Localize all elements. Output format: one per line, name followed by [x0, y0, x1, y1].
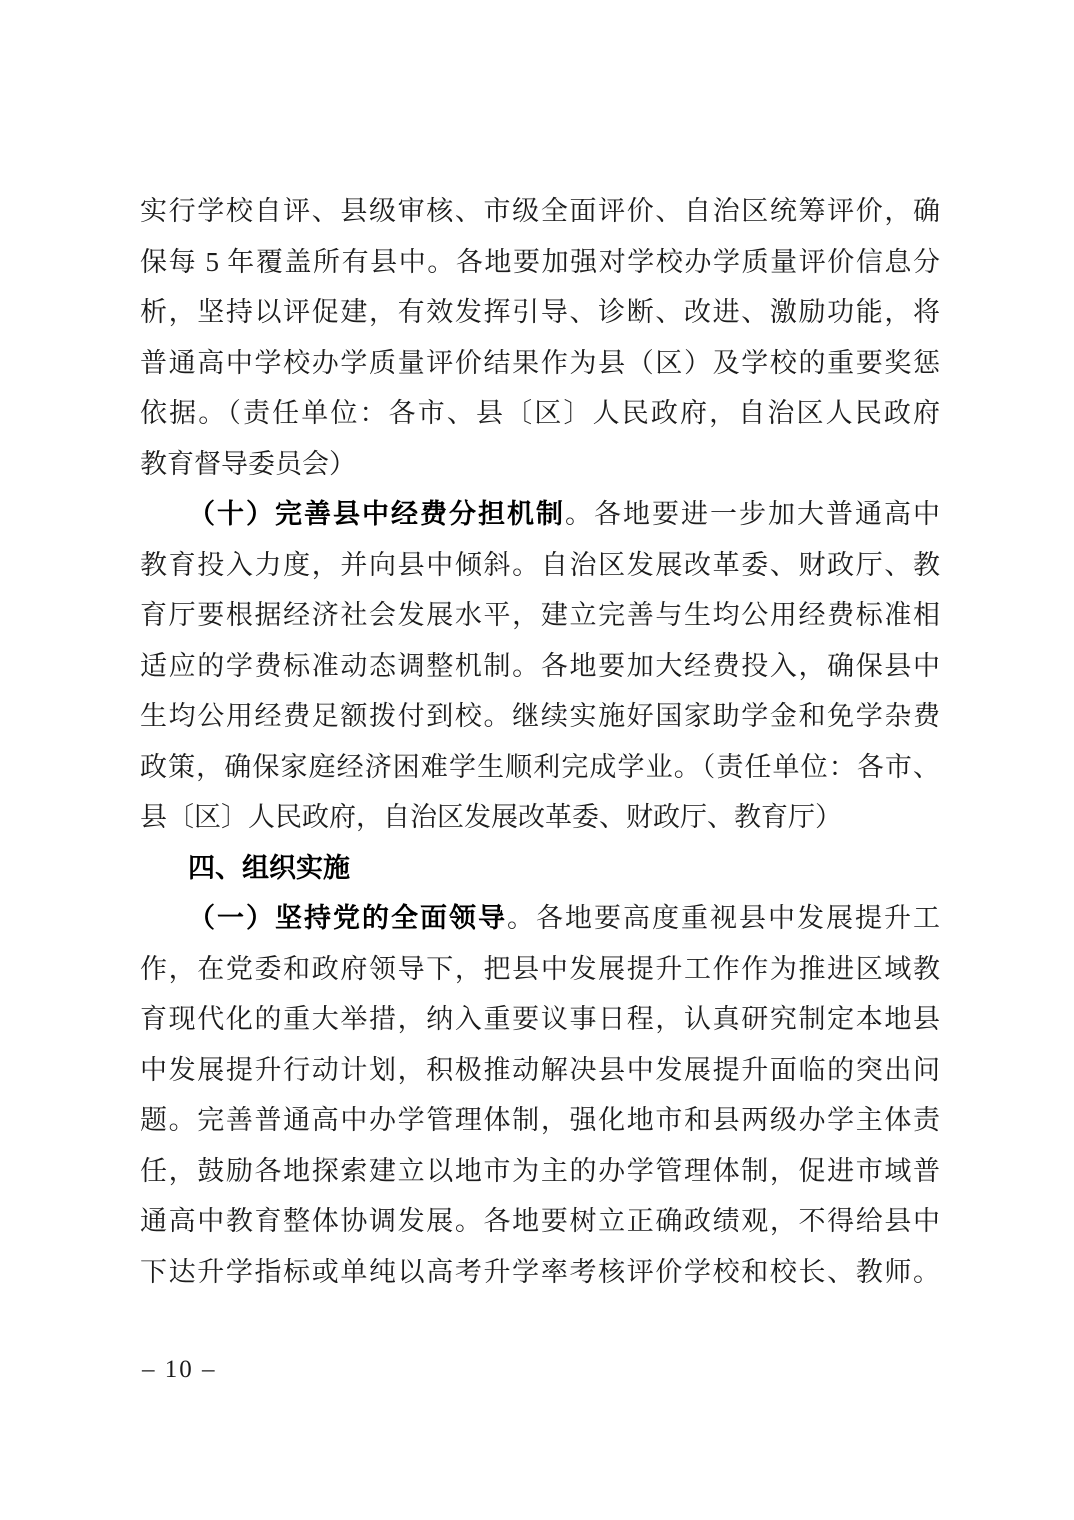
body-line-paragraph-end: 县〔区〕人民政府，自治区发展改革委、财政厅、教育厅） [140, 802, 842, 832]
body-line-paragraph-end: 教育督导委员会） [140, 448, 356, 479]
body-line: 育厅要根据经济社会发展水平，建立完善与生均公用经费标准相 [140, 600, 940, 630]
body-line: 教育投入力度，并向县中倾斜。自治区发展改革委、财政厅、教 [140, 549, 940, 580]
body-line: 下达升学指标或单纯以高考升学率考核评价学校和校长、教师。 [140, 1256, 940, 1287]
body-line: 题。完善普通高中办学管理体制，强化地市和县两级办学主体责 [140, 1105, 940, 1135]
body-line: 任，鼓励各地探索建立以地市为主的办学管理体制，促进市域普 [140, 1155, 940, 1186]
clause-heading-item-1: （一）坚持党的全面领导 [188, 903, 507, 933]
body-line: 通高中教育整体协调发展。各地要树立正确政绩观，不得给县中 [140, 1206, 940, 1236]
clause-lead-line [140, 489, 940, 540]
clause-lead-line [140, 893, 940, 944]
clause-lead-text: 。各地要进一步加大普通高中 [565, 499, 940, 529]
body-line: 保每 5 年覆盖所有县中。各地要加强对学校办学质量评价信息分 [140, 246, 940, 277]
body-line: 育现代化的重大举措，纳入重要议事日程，认真研究制定本地县 [140, 1004, 940, 1034]
body-line: 实行学校自评、县级审核、市级全面评价、自治区统筹评价，确 [140, 196, 940, 226]
page-number: – 10 – [142, 1356, 217, 1383]
document-body [140, 186, 940, 1297]
body-line: 作，在党委和政府领导下，把县中发展提升工作作为推进区域教 [140, 953, 940, 984]
body-line: 析，坚持以评促建，有效发挥引导、诊断、改进、激励功能，将 [140, 297, 940, 327]
clause-heading-item-10: （十）完善县中经费分担机制 [188, 499, 565, 529]
body-line: 适应的学费标准动态调整机制。各地要加大经费投入，确保县中 [140, 650, 940, 681]
body-line: 中发展提升行动计划，积极推动解决县中发展提升面临的突出问 [140, 1054, 940, 1085]
section-heading-4: 四、组织实施 [188, 852, 350, 883]
body-line: 政策，确保家庭经济困难学生顺利完成学业。（责任单位：各市、 [140, 751, 940, 782]
body-line: 生均公用经费足额拨付到校。继续实施好国家助学金和免学杂费 [140, 701, 940, 731]
body-line: 依据。（责任单位：各市、县〔区〕人民政府，自治区人民政府 [140, 398, 940, 428]
body-line: 普通高中学校办学质量评价结果作为县（区）及学校的重要奖惩 [140, 347, 940, 378]
clause-lead-text: 。各地要高度重视县中发展提升工 [507, 903, 940, 933]
